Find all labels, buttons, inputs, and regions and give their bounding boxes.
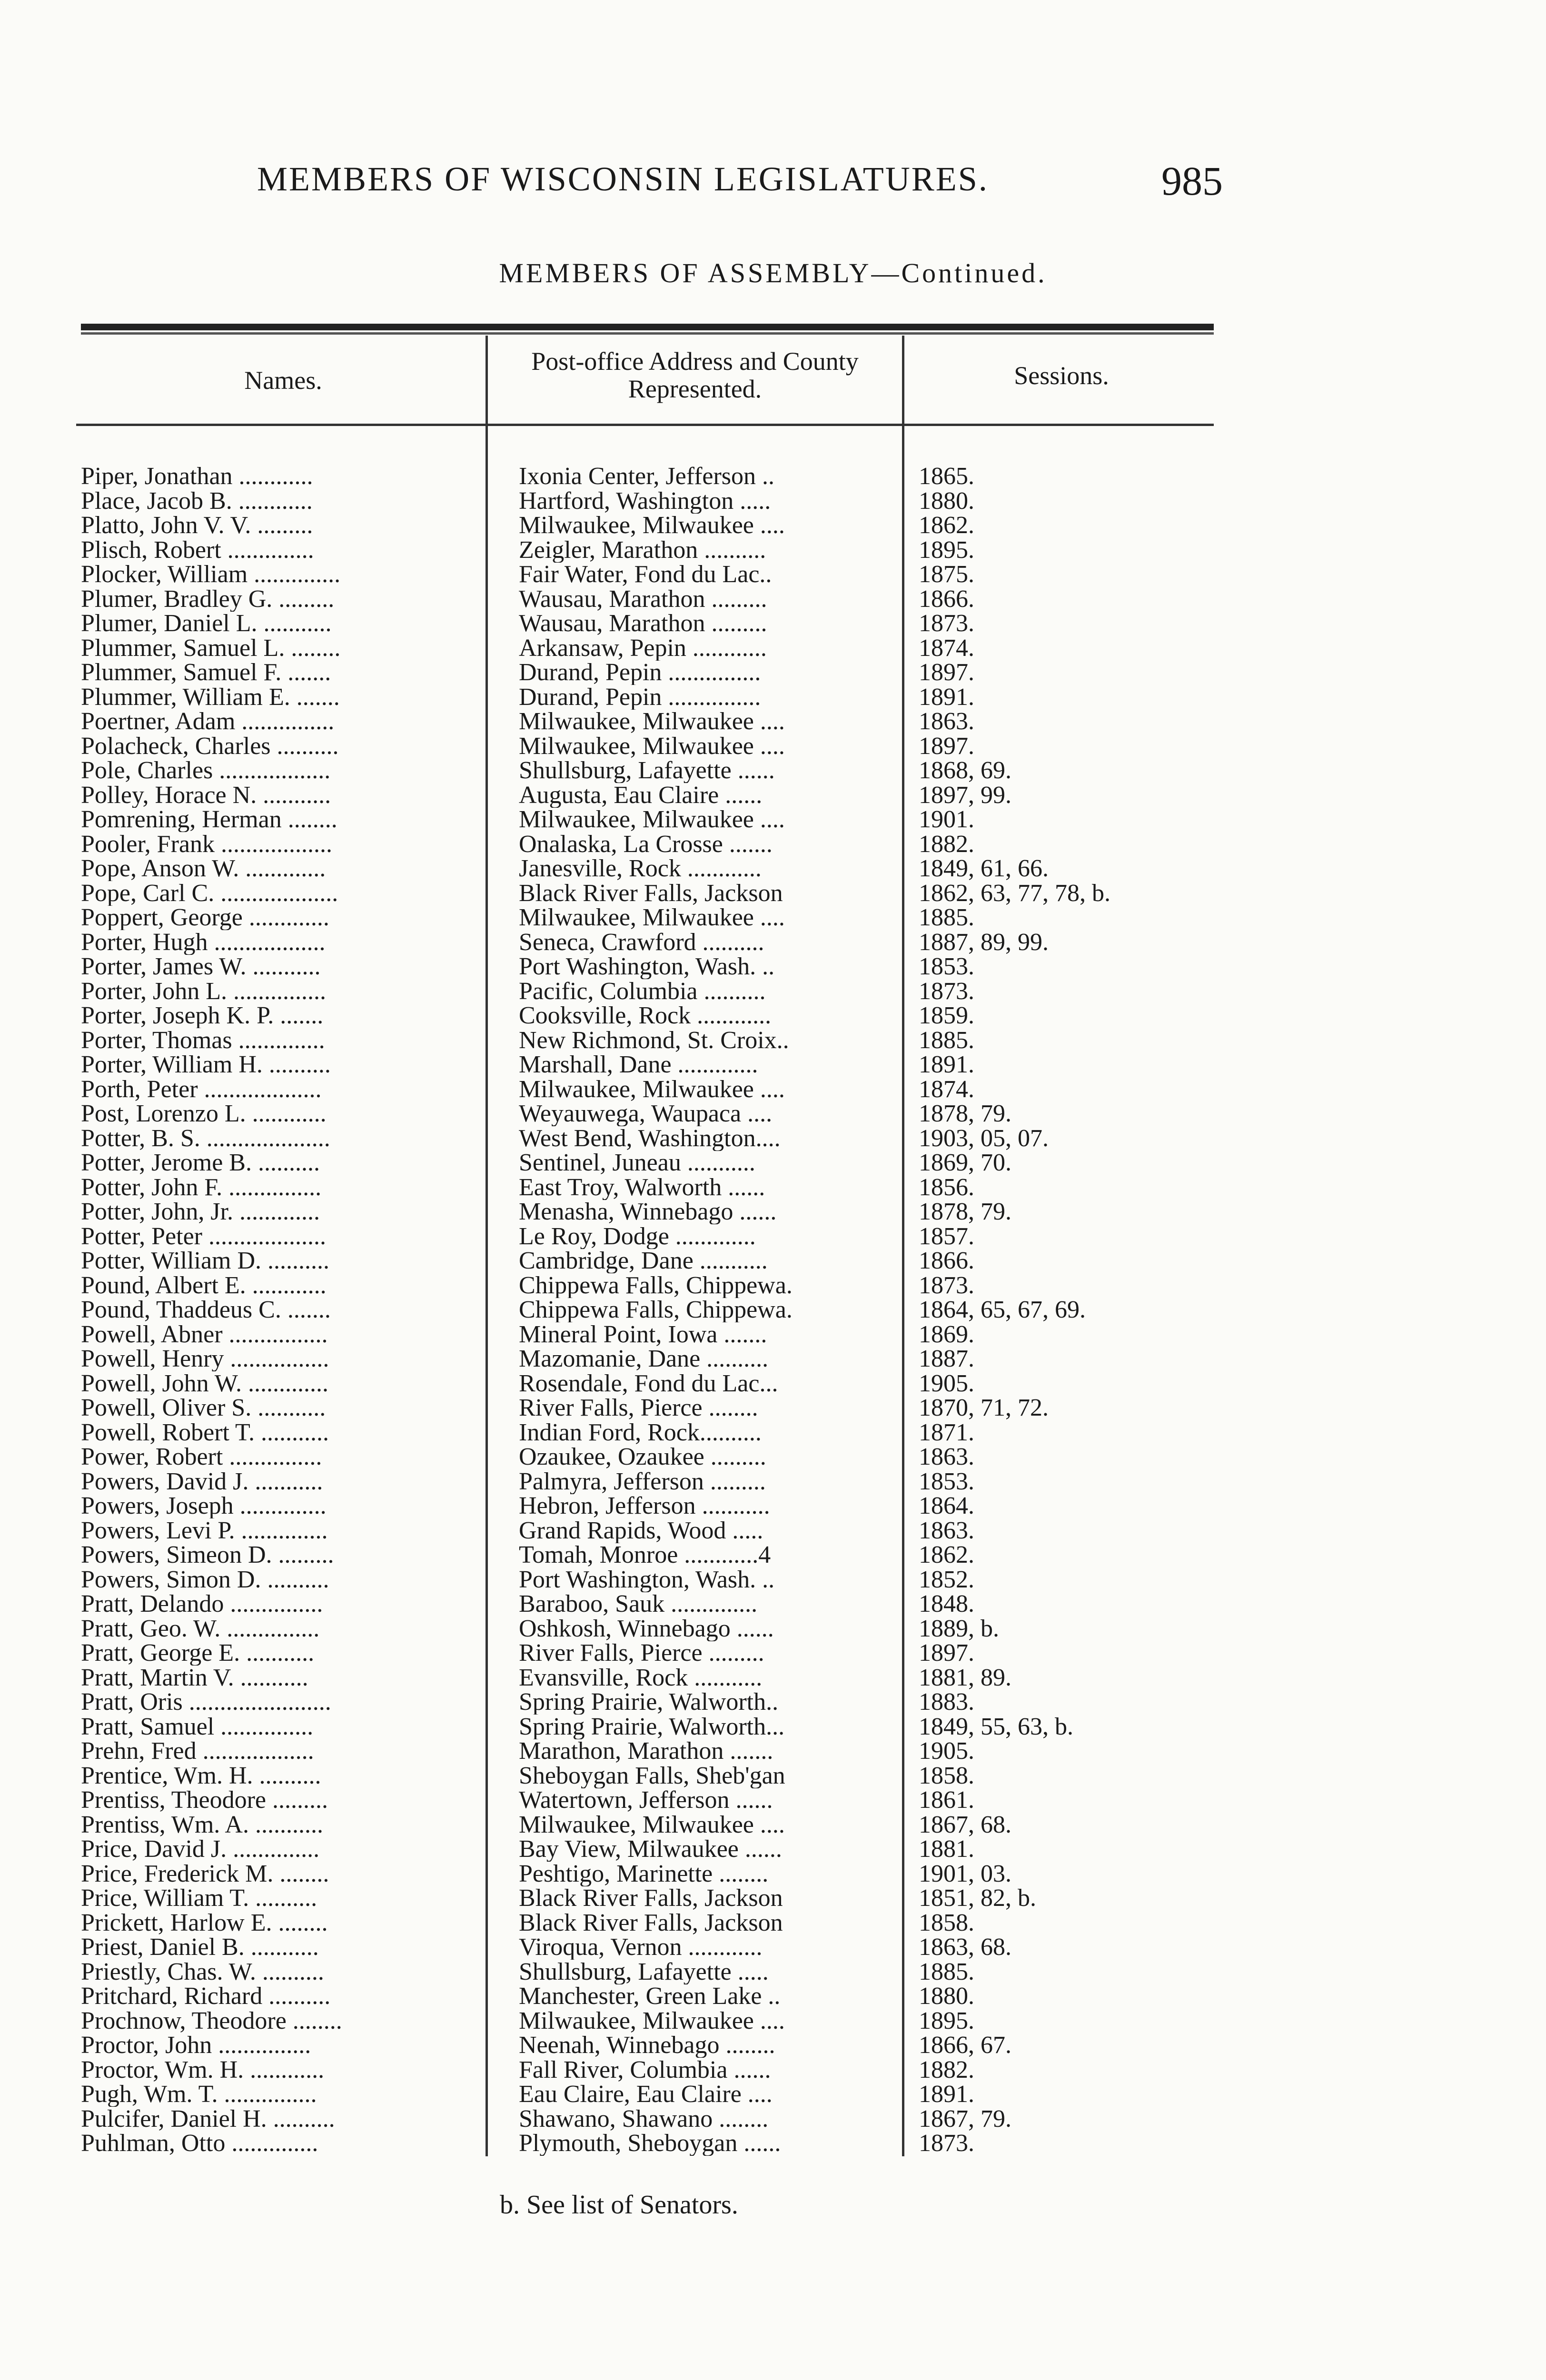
member-sessions: 1883. xyxy=(919,1690,974,1715)
member-address: River Falls, Pierce ........ xyxy=(519,1396,758,1420)
member-name: Platto, John V. V. ......... xyxy=(81,513,313,538)
table-row xyxy=(0,1518,1546,1543)
member-sessions: 1863. xyxy=(919,1445,974,1469)
table-row xyxy=(0,1494,1546,1518)
member-address: Chippewa Falls, Chippewa. xyxy=(519,1298,793,1322)
member-sessions: 1901. xyxy=(919,807,974,832)
member-sessions: 1863, 68. xyxy=(919,1935,1011,1960)
member-address: Grand Rapids, Wood ..... xyxy=(519,1518,763,1543)
member-name: Powers, Levi P. .............. xyxy=(81,1518,328,1543)
member-address: Shullsburg, Lafayette ...... xyxy=(519,758,775,783)
member-sessions: 1895. xyxy=(919,537,974,563)
member-address: Port Washington, Wash. .. xyxy=(519,1567,775,1592)
member-name: Pound, Thaddeus C. ....... xyxy=(81,1298,331,1322)
member-name: Powell, Abner ................ xyxy=(81,1322,328,1347)
member-address: Menasha, Winnebago ...... xyxy=(519,1200,777,1224)
member-sessions: 1862. xyxy=(919,513,974,538)
member-sessions: 1863. xyxy=(919,1518,974,1543)
member-name: Prentiss, Wm. A. ........... xyxy=(81,1812,323,1837)
member-name: Pole, Charles .................. xyxy=(81,758,331,783)
member-sessions: 1881, 89. xyxy=(919,1665,1011,1690)
member-address: Milwaukee, Milwaukee .... xyxy=(519,905,785,930)
member-address: Mineral Point, Iowa ....... xyxy=(519,1322,767,1347)
member-address: New Richmond, St. Croix.. xyxy=(519,1028,789,1053)
member-name: Potter, B. S. .................... xyxy=(81,1126,330,1151)
table-row xyxy=(0,1739,1546,1764)
member-address: Black River Falls, Jackson xyxy=(519,1910,783,1935)
member-sessions: 1848. xyxy=(919,1592,974,1616)
member-sessions: 1859. xyxy=(919,1003,974,1028)
member-name: Prehn, Fred .................. xyxy=(81,1739,314,1764)
table-row xyxy=(0,1862,1546,1886)
table-row xyxy=(0,1126,1546,1151)
table-row xyxy=(0,1788,1546,1813)
table-row xyxy=(0,1469,1546,1494)
member-sessions: 1871. xyxy=(919,1420,974,1445)
member-sessions: 1853. xyxy=(919,1469,974,1494)
member-name: Potter, John, Jr. ............. xyxy=(81,1200,320,1224)
member-sessions: 1851, 82, b. xyxy=(919,1886,1036,1911)
member-address: Chippewa Falls, Chippewa. xyxy=(519,1273,793,1298)
member-address: Milwaukee, Milwaukee .... xyxy=(519,734,785,759)
table-row xyxy=(0,1224,1546,1249)
member-address: Fair Water, Fond du Lac.. xyxy=(519,562,772,587)
member-sessions: 1895. xyxy=(919,2008,974,2033)
running-title: MEMBERS OF WISCONSIN LEGISLATURES. xyxy=(257,160,989,198)
member-address: Eau Claire, Eau Claire .... xyxy=(519,2082,773,2107)
member-name: Potter, Jerome B. .......... xyxy=(81,1150,320,1175)
table-row xyxy=(0,1690,1546,1715)
member-sessions: 1866. xyxy=(919,1249,974,1273)
member-sessions: 1873. xyxy=(919,2131,974,2156)
table-row xyxy=(0,1911,1546,1935)
table-row xyxy=(0,954,1546,979)
table-row xyxy=(0,611,1546,636)
member-address: Mazomanie, Dane .......... xyxy=(519,1347,769,1371)
table-row xyxy=(0,1837,1546,1862)
member-sessions: 1874. xyxy=(919,1077,974,1102)
table-row xyxy=(0,1077,1546,1102)
member-sessions: 1853. xyxy=(919,954,974,979)
member-sessions: 1887. xyxy=(919,1347,974,1371)
member-address: Milwaukee, Milwaukee .... xyxy=(519,709,785,734)
table-row xyxy=(0,856,1546,881)
member-name: Pope, Anson W. ............. xyxy=(81,856,326,881)
member-sessions: 1867, 68. xyxy=(919,1812,1011,1837)
member-name: Priest, Daniel B. ........... xyxy=(81,1935,319,1960)
footnote: b. See list of Senators. xyxy=(500,2190,738,2220)
member-name: Price, Frederick M. ........ xyxy=(81,1861,329,1886)
member-sessions: 1882. xyxy=(919,2057,974,2082)
table-row xyxy=(0,979,1546,1004)
member-address: Fall River, Columbia ...... xyxy=(519,2057,771,2082)
member-address: Seneca, Crawford .......... xyxy=(519,930,764,955)
member-address: Janesville, Rock ............ xyxy=(519,856,762,881)
member-address: Milwaukee, Milwaukee .... xyxy=(519,1812,785,1837)
member-sessions: 1901, 03. xyxy=(919,1861,1011,1886)
member-sessions: 1885. xyxy=(919,905,974,930)
member-sessions: 1858. xyxy=(919,1763,974,1788)
member-name: Plocker, William .............. xyxy=(81,562,341,587)
member-sessions: 1874. xyxy=(919,635,974,661)
member-address: Oshkosh, Winnebago ...... xyxy=(519,1616,774,1641)
member-address: Weyauwega, Waupaca .... xyxy=(519,1101,773,1126)
member-address: Shawano, Shawano ........ xyxy=(519,2106,769,2132)
member-sessions: 1897. xyxy=(919,660,974,685)
member-address: Milwaukee, Milwaukee .... xyxy=(519,513,785,538)
member-name: Pratt, Geo. W. ............... xyxy=(81,1616,320,1641)
member-name: Prickett, Harlow E. ........ xyxy=(81,1910,328,1935)
member-name: Puhlman, Otto .............. xyxy=(81,2131,318,2156)
table-row xyxy=(0,1764,1546,1788)
member-address: Hebron, Jefferson ........... xyxy=(519,1494,770,1518)
table-row xyxy=(0,1592,1546,1616)
member-address: Durand, Pepin ............... xyxy=(519,660,761,685)
table-row xyxy=(0,734,1546,759)
member-name: Polacheck, Charles .......... xyxy=(81,734,339,759)
table-row xyxy=(0,513,1546,538)
column-header-address: Post-office Address and County Represented. xyxy=(531,347,859,403)
member-name: Plumer, Daniel L. ........... xyxy=(81,611,332,636)
table-row xyxy=(0,1935,1546,1960)
member-name: Plummer, Samuel F. ....... xyxy=(81,660,331,685)
member-sessions: 1849, 61, 66. xyxy=(919,856,1049,881)
member-name: Powers, Simon D. .......... xyxy=(81,1567,329,1592)
member-sessions: 1869. xyxy=(919,1322,974,1347)
member-address: Le Roy, Dodge ............. xyxy=(519,1224,756,1249)
member-sessions: 1857. xyxy=(919,1224,974,1249)
table-row xyxy=(0,758,1546,783)
table-row xyxy=(0,1371,1546,1396)
header-bottom-rule xyxy=(76,424,1214,426)
column-header-sessions: Sessions. xyxy=(1014,361,1109,390)
table-row xyxy=(0,636,1546,661)
member-sessions: 1881. xyxy=(919,1837,974,1862)
member-address: Milwaukee, Milwaukee .... xyxy=(519,1077,785,1102)
member-sessions: 1903, 05, 07. xyxy=(919,1126,1049,1151)
member-sessions: 1885. xyxy=(919,1959,974,1984)
member-address: Onalaska, La Crosse ....... xyxy=(519,832,773,857)
member-address: Arkansaw, Pepin ............ xyxy=(519,635,767,661)
member-name: Powers, Joseph .............. xyxy=(81,1494,327,1518)
member-address: Sheboygan Falls, Sheb'gan xyxy=(519,1763,785,1788)
member-address: East Troy, Walworth ...... xyxy=(519,1175,765,1200)
member-name: Potter, John F. ............... xyxy=(81,1175,322,1200)
member-name: Prentiss, Theodore ......... xyxy=(81,1788,328,1813)
member-name: Porter, Joseph K. P. ....... xyxy=(81,1003,324,1028)
table-row xyxy=(0,709,1546,734)
member-sessions: 1869, 70. xyxy=(919,1150,1011,1175)
member-address: Wausau, Marathon ......... xyxy=(519,611,767,636)
table-row xyxy=(0,1715,1546,1739)
member-sessions: 1862. xyxy=(919,1543,974,1567)
table-row xyxy=(0,1273,1546,1298)
member-sessions: 1891. xyxy=(919,684,974,710)
member-sessions: 1861. xyxy=(919,1788,974,1813)
table-top-rule xyxy=(81,324,1214,330)
table-row xyxy=(0,660,1546,685)
column-header-names: Names. xyxy=(244,366,322,395)
member-address: Baraboo, Sauk .............. xyxy=(519,1592,758,1616)
member-address: Hartford, Washington ..... xyxy=(519,488,771,514)
member-sessions: 1878, 79. xyxy=(919,1101,1011,1126)
member-address: Rosendale, Fond du Lac... xyxy=(519,1371,778,1396)
member-sessions: 1880. xyxy=(919,1984,974,2009)
member-sessions: 1856. xyxy=(919,1175,974,1200)
table-row xyxy=(0,538,1546,563)
member-sessions: 1882. xyxy=(919,832,974,857)
member-address: Wausau, Marathon ......... xyxy=(519,586,767,612)
member-address: Watertown, Jefferson ...... xyxy=(519,1788,773,1813)
table-row xyxy=(0,489,1546,514)
member-address: Evansville, Rock ........... xyxy=(519,1665,763,1690)
member-name: Poertner, Adam ............... xyxy=(81,709,335,734)
member-name: Pope, Carl C. ................... xyxy=(81,881,338,906)
table-row xyxy=(0,464,1546,489)
member-name: Porter, William H. .......... xyxy=(81,1052,331,1077)
member-name: Porter, James W. ........... xyxy=(81,954,321,979)
member-name: Pratt, Oris ....................... xyxy=(81,1690,331,1715)
member-name: Plummer, William E. ....... xyxy=(81,684,340,710)
table-row xyxy=(0,1150,1546,1175)
member-name: Power, Robert ............... xyxy=(81,1445,322,1469)
table-row xyxy=(0,1101,1546,1126)
member-address: Viroqua, Vernon ............ xyxy=(519,1935,763,1960)
member-sessions: 1873. xyxy=(919,611,974,636)
table-row xyxy=(0,1175,1546,1200)
member-address: Ixonia Center, Jefferson .. xyxy=(519,464,775,489)
member-name: Porter, John L. ............... xyxy=(81,979,326,1004)
table-row xyxy=(0,807,1546,832)
page-number: 985 xyxy=(1161,158,1223,204)
table-row xyxy=(0,1298,1546,1322)
member-sessions: 1866, 67. xyxy=(919,2033,1011,2058)
member-sessions: 1863. xyxy=(919,709,974,734)
member-name: Pulcifer, Daniel H. .......... xyxy=(81,2106,335,2132)
member-name: Powell, Henry ................ xyxy=(81,1347,329,1371)
table-row xyxy=(0,1543,1546,1567)
member-address: Milwaukee, Milwaukee .... xyxy=(519,807,785,832)
member-address: Black River Falls, Jackson xyxy=(519,881,783,906)
member-name: Pratt, Delando ............... xyxy=(81,1592,323,1616)
member-address: River Falls, Pierce ......... xyxy=(519,1641,764,1666)
table-row xyxy=(0,562,1546,587)
member-address: Indian Ford, Rock.......... xyxy=(519,1420,762,1445)
member-name: Powell, Robert T. ........... xyxy=(81,1420,329,1445)
member-sessions: 1873. xyxy=(919,979,974,1004)
table-row xyxy=(0,2058,1546,2082)
table-row xyxy=(0,1641,1546,1666)
table-row xyxy=(0,1396,1546,1420)
table-row xyxy=(0,1813,1546,1837)
member-sessions: 1897, 99. xyxy=(919,783,1011,808)
member-name: Powers, David J. ........... xyxy=(81,1469,323,1494)
member-address: Manchester, Green Lake .. xyxy=(519,1984,781,2009)
member-name: Pratt, Samuel ............... xyxy=(81,1714,314,1739)
member-name: Polley, Horace N. ........... xyxy=(81,783,331,808)
table-row xyxy=(0,1028,1546,1053)
member-name: Plumer, Bradley G. ......... xyxy=(81,586,335,612)
member-sessions: 1862, 63, 77, 78, b. xyxy=(919,881,1110,906)
member-sessions: 1880. xyxy=(919,488,974,514)
table-row xyxy=(0,2082,1546,2107)
table-row xyxy=(0,1960,1546,1984)
member-address: Cooksville, Rock ............ xyxy=(519,1003,772,1028)
member-name: Pooler, Frank .................. xyxy=(81,832,332,857)
member-sessions: 1858. xyxy=(919,1910,974,1935)
member-sessions: 1905. xyxy=(919,1371,974,1396)
table-row xyxy=(0,1445,1546,1469)
member-address: Zeigler, Marathon .......... xyxy=(519,537,766,563)
member-name: Proctor, John ............... xyxy=(81,2033,311,2058)
member-name: Piper, Jonathan ............ xyxy=(81,464,313,489)
member-address: Marathon, Marathon ....... xyxy=(519,1739,773,1764)
table-row xyxy=(0,685,1546,710)
member-address: Spring Prairie, Walworth.. xyxy=(519,1690,779,1715)
table-row xyxy=(0,881,1546,906)
section-subtitle: MEMBERS OF ASSEMBLY—Continued. xyxy=(499,258,1047,288)
member-sessions: 1889, b. xyxy=(919,1616,999,1641)
member-address: Marshall, Dane ............. xyxy=(519,1052,758,1077)
member-name: Powers, Simeon D. ......... xyxy=(81,1543,334,1567)
table-row xyxy=(0,2033,1546,2058)
table-row xyxy=(0,1347,1546,1371)
member-address: Milwaukee, Milwaukee .... xyxy=(519,2008,785,2033)
member-sessions: 1866. xyxy=(919,586,974,612)
member-sessions: 1868, 69. xyxy=(919,758,1011,783)
member-address: Ozaukee, Ozaukee ......... xyxy=(519,1445,766,1469)
member-address: Sentinel, Juneau ........... xyxy=(519,1150,755,1175)
table-top-rule-thin xyxy=(81,332,1214,335)
member-name: Powell, John W. ............. xyxy=(81,1371,329,1396)
member-address: Neenah, Winnebago ........ xyxy=(519,2033,775,2058)
member-address: Durand, Pepin ............... xyxy=(519,684,761,710)
table-row xyxy=(0,1616,1546,1641)
member-address: Pacific, Columbia .......... xyxy=(519,979,766,1004)
member-name: Potter, Peter ................... xyxy=(81,1224,326,1249)
member-sessions: 1885. xyxy=(919,1028,974,1053)
member-sessions: 1849, 55, 63, b. xyxy=(919,1714,1073,1739)
member-sessions: 1852. xyxy=(919,1567,974,1592)
table-row xyxy=(0,1003,1546,1028)
member-name: Price, William T. .......... xyxy=(81,1886,317,1911)
member-name: Porth, Peter ................... xyxy=(81,1077,322,1102)
member-sessions: 1864, 65, 67, 69. xyxy=(919,1298,1086,1322)
member-sessions: 1873. xyxy=(919,1273,974,1298)
table-row xyxy=(0,1886,1546,1911)
member-sessions: 1864. xyxy=(919,1494,974,1518)
table-row xyxy=(0,587,1546,612)
member-name: Prentice, Wm. H. .......... xyxy=(81,1763,321,1788)
table-row xyxy=(0,1420,1546,1445)
table-row xyxy=(0,1322,1546,1347)
table-row xyxy=(0,930,1546,955)
member-address: Port Washington, Wash. .. xyxy=(519,954,775,979)
member-sessions: 1891. xyxy=(919,1052,974,1077)
table-row xyxy=(0,1052,1546,1077)
member-name: Pratt, Martin V. ........... xyxy=(81,1665,308,1690)
table-row xyxy=(0,1567,1546,1592)
table-row xyxy=(0,1249,1546,1273)
table-row xyxy=(0,1200,1546,1224)
member-name: Porter, Hugh .................. xyxy=(81,930,326,955)
member-sessions: 1887, 89, 99. xyxy=(919,930,1049,955)
table-row xyxy=(0,783,1546,808)
member-name: Potter, William D. .......... xyxy=(81,1249,330,1273)
member-name: Price, David J. .............. xyxy=(81,1837,320,1862)
member-address: Black River Falls, Jackson xyxy=(519,1886,783,1911)
member-address: Spring Prairie, Walworth... xyxy=(519,1714,785,1739)
member-name: Plummer, Samuel L. ........ xyxy=(81,635,341,661)
member-name: Porter, Thomas .............. xyxy=(81,1028,325,1053)
member-name: Pound, Albert E. ............ xyxy=(81,1273,327,1298)
member-name: Pratt, George E. ........... xyxy=(81,1641,315,1666)
member-address: Tomah, Monroe ............4 xyxy=(519,1543,771,1567)
member-sessions: 1891. xyxy=(919,2082,974,2107)
member-address: Augusta, Eau Claire ...... xyxy=(519,783,763,808)
table-row xyxy=(0,1666,1546,1690)
member-name: Plisch, Robert .............. xyxy=(81,537,314,563)
table-row xyxy=(0,905,1546,930)
member-name: Pugh, Wm. T. ............... xyxy=(81,2082,317,2107)
table-row xyxy=(0,2131,1546,2156)
table-row xyxy=(0,2009,1546,2033)
member-address: Cambridge, Dane ........... xyxy=(519,1249,768,1273)
member-address: Palmyra, Jefferson ......... xyxy=(519,1469,766,1494)
member-sessions: 1897. xyxy=(919,1641,974,1666)
member-address: Peshtigo, Marinette ........ xyxy=(519,1861,769,1886)
member-name: Post, Lorenzo L. ............ xyxy=(81,1101,327,1126)
member-name: Pritchard, Richard .......... xyxy=(81,1984,331,2009)
member-name: Prochnow, Theodore ........ xyxy=(81,2008,342,2033)
member-name: Priestly, Chas. W. .......... xyxy=(81,1959,324,1984)
member-name: Pomrening, Herman ........ xyxy=(81,807,337,832)
member-sessions: 1870, 71, 72. xyxy=(919,1396,1049,1420)
table-row xyxy=(0,1984,1546,2009)
member-name: Poppert, George ............. xyxy=(81,905,329,930)
member-address: Bay View, Milwaukee ...... xyxy=(519,1837,782,1862)
member-sessions: 1897. xyxy=(919,734,974,759)
member-sessions: 1867, 79. xyxy=(919,2106,1011,2132)
member-sessions: 1875. xyxy=(919,562,974,587)
member-address: Plymouth, Sheboygan ...... xyxy=(519,2131,781,2156)
member-address: Shullsburg, Lafayette ..... xyxy=(519,1959,769,1984)
member-name: Proctor, Wm. H. ............ xyxy=(81,2057,325,2082)
member-sessions: 1865. xyxy=(919,464,974,489)
member-name: Place, Jacob B. ............ xyxy=(81,488,313,514)
member-address: West Bend, Washington.... xyxy=(519,1126,781,1151)
table-row xyxy=(0,832,1546,857)
member-sessions: 1905. xyxy=(919,1739,974,1764)
member-name: Powell, Oliver S. ........... xyxy=(81,1396,326,1420)
member-sessions: 1878, 79. xyxy=(919,1200,1011,1224)
table-row xyxy=(0,2107,1546,2132)
